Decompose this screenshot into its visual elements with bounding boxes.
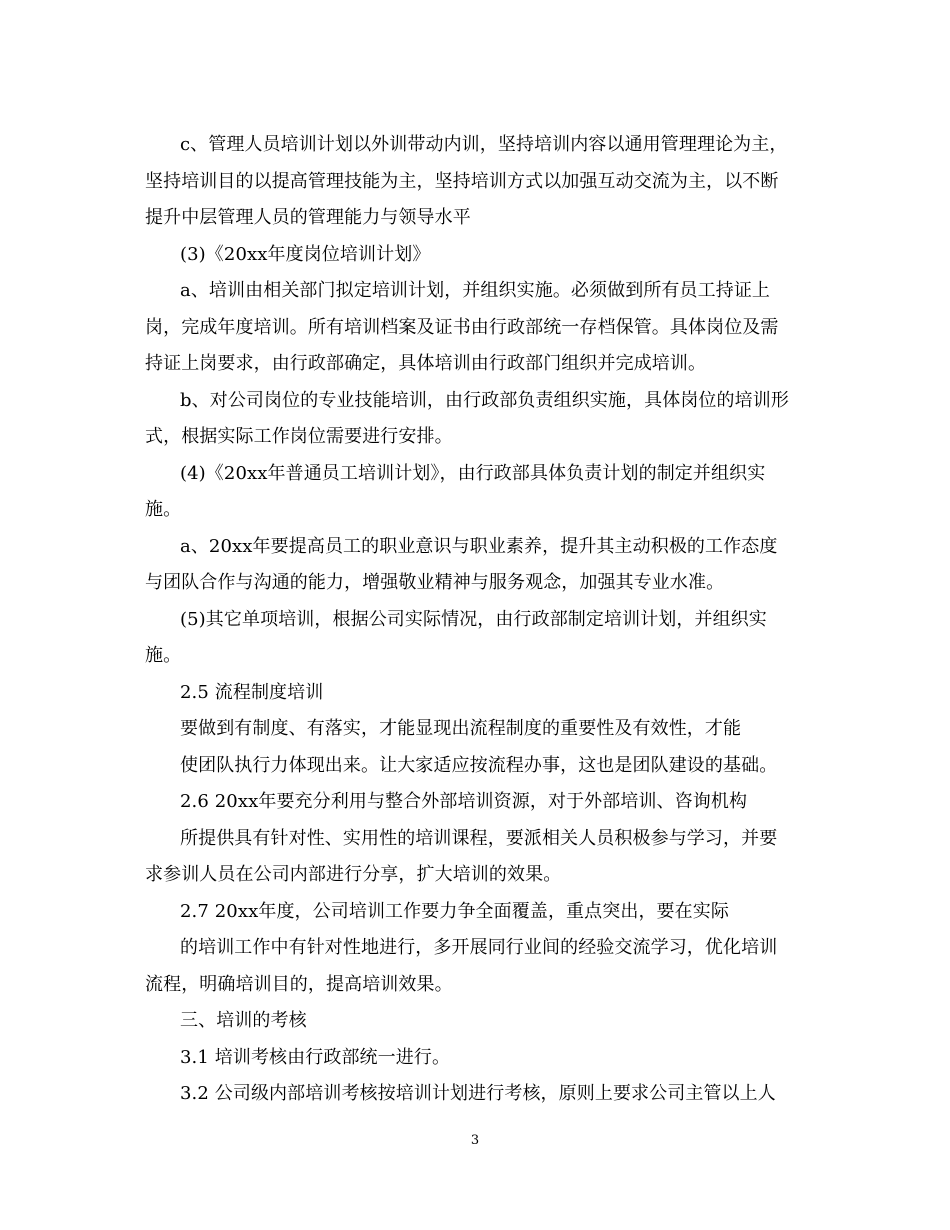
text-line: b、对公司岗位的专业技能培训，由行政部负责组织实施，具体岗位的培训形 [180, 390, 789, 411]
text-line: 2.6 20xx年要充分利用与整合外部培训资源，对于外部培训、咨询机构 [180, 791, 748, 812]
section-heading: 2.5 流程制度培训 [180, 682, 324, 703]
text-line: 的培训工作中有针对性地进行，多开展同行业间的经验交流学习，优化培训 [180, 937, 778, 958]
text-line: 持证上岗要求，由行政部确定，具体培训由行政部门组织并完成培训。 [145, 353, 707, 374]
text-line: 流程，明确培训目的，提高培训效果。 [145, 974, 453, 995]
text-line: 求参训人员在公司内部进行分享，扩大培训的效果。 [145, 864, 562, 885]
text-line: (4)《20xx年普通员工培训计划》，由行政部具体负责计划的制定并组织实 [180, 463, 766, 484]
text-line: 3.1 培训考核由行政部统一进行。 [180, 1047, 451, 1068]
text-line: 与团队合作与沟通的能力，增强敬业精神与服务观念，加强其专业水准。 [145, 572, 725, 593]
text-line: a、20xx年要提高员工的职业意识与职业素养，提升其主动积极的工作态度 [180, 536, 778, 557]
text-line: 式，根据实际工作岗位需要进行安排。 [145, 426, 453, 447]
text-line: 使团队执行力体现出来。让大家适应按流程办事，这也是团队建设的基础。 [180, 755, 778, 776]
text-line: 提升中层管理人员的管理能力与领导水平 [145, 207, 471, 228]
text-line: 要做到有制度、有落实，才能显现出流程制度的重要性及有效性，才能 [180, 718, 742, 739]
text-line: 3.2 公司级内部培训考核按培训计划进行考核，原则上要求公司主管以上人 [180, 1083, 776, 1104]
text-line: 岗，完成年度培训。所有培训档案及证书由行政部统一存档保管。具体岗位及需 [145, 317, 779, 338]
text-line: 坚持培训目的以提高管理技能为主，坚持培训方式以加强互动交流为主，以不断 [145, 171, 779, 192]
text-line: (5)其它单项培训，根据公司实际情况，由行政部制定培训计划，并组织实 [180, 609, 767, 630]
page-number: 3 [470, 1133, 480, 1148]
text-line: c、管理人员培训计划以外训带动内训，坚持培训内容以通用管理理论为主， [180, 134, 788, 155]
text-line: 所提供具有针对性、实用性的培训课程，要派相关人员积极参与学习，并要 [180, 828, 778, 849]
section-heading: 三、培训的考核 [180, 1010, 307, 1031]
text-line: a、培训由相关部门拟定培训计划，并组织实施。必须做到所有员工持证上 [180, 280, 771, 301]
text-line: 施。 [145, 645, 182, 666]
text-line: 施。 [145, 499, 182, 520]
text-line: 2.7 20xx年度，公司培训工作要力争全面覆盖，重点突出，要在实际 [180, 901, 729, 922]
text-line: (3)《20xx年度岗位培训计划》 [180, 244, 431, 265]
